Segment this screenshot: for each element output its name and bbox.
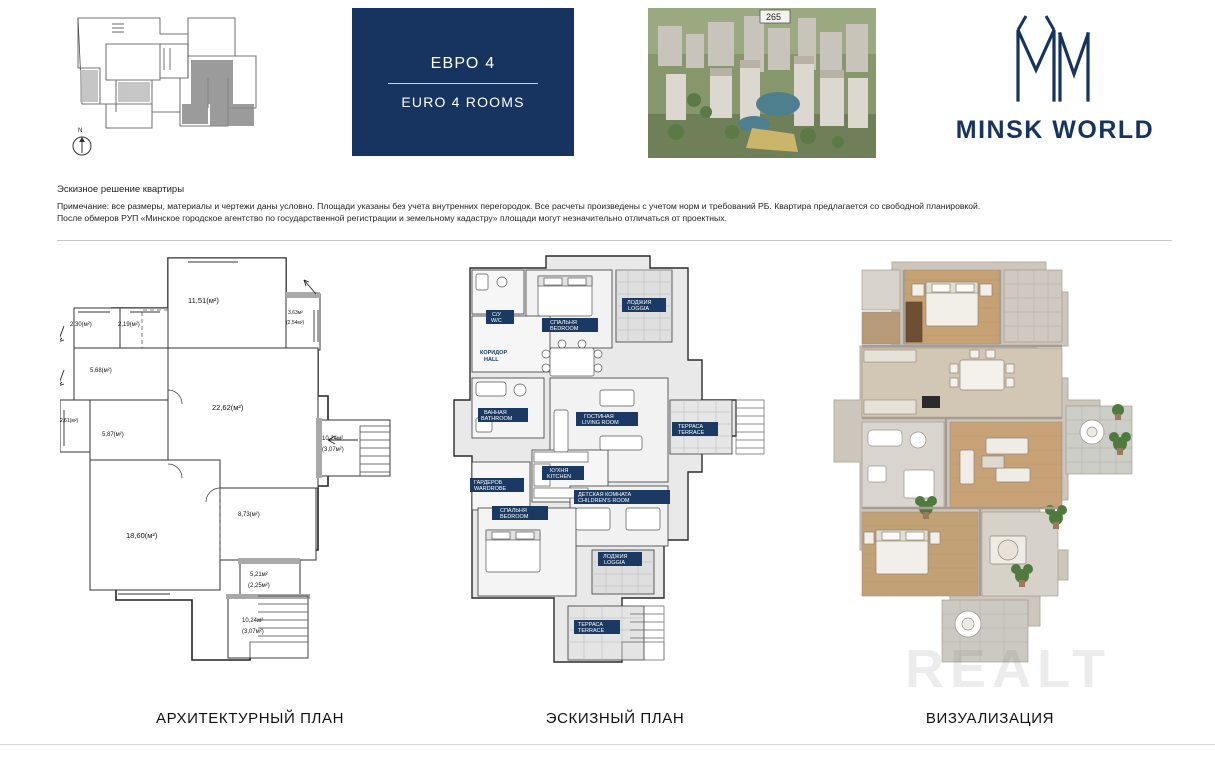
note-line-2: После обмеров РУП «Минское городское агентство по государственной регистрации и земельному кадастру» площади могут незначительно отличаться от проектных. <box>57 213 727 224</box>
arch-area: (2,25м²) <box>248 583 270 589</box>
caption-sketch: ЭСКИЗНЫЙ ПЛАН <box>545 710 685 727</box>
room-name-ru: С/У <box>492 312 501 318</box>
room-name-en: BEDROOM <box>500 514 529 520</box>
arch-area: 5,21м² <box>250 572 268 578</box>
arch-area: 22,62(м²) <box>212 403 244 412</box>
note-line-1: Примечание: все размеры, материалы и чертежи даны условно. Площади указаны без учета внутренних перегородок. Все расчеты произведены с учетом норм и требований РБ. Квартира предлагается со свободной планировкой. <box>57 201 981 211</box>
room-name-en: WARDROBE <box>474 486 507 492</box>
room-name-en: TERRACE <box>578 628 605 634</box>
title-ru: ЕВРО 4 <box>430 54 496 72</box>
brand-logo <box>940 10 1170 158</box>
arch-area: 2,19(м²) <box>118 322 140 328</box>
room-name-en: LOGGIA <box>604 560 626 566</box>
sketch-plan <box>450 250 780 690</box>
room-name-en: BATHROOM <box>481 416 513 422</box>
caption-architectural: АРХИТЕКТУРНЫЙ ПЛАН <box>155 710 345 727</box>
key-plan-thumbnail <box>60 8 280 158</box>
arch-area: 5,68(м²) <box>90 368 112 374</box>
room-name-ru: ГАРДЕРОБ <box>474 480 503 486</box>
room-name-ru: КУХНЯ <box>550 468 569 474</box>
north-label: N <box>78 128 83 134</box>
room-name-en: LIVING ROOM <box>582 420 619 426</box>
room-name-ru: ЛОДЖИЯ <box>603 554 628 560</box>
arch-area: 3,63м² <box>288 310 303 316</box>
title-divider <box>388 83 538 84</box>
arch-area: (3,07м²) <box>242 629 264 635</box>
caption-visualization: ВИЗУАЛИЗАЦИЯ <box>925 710 1055 727</box>
footer-divider <box>0 744 1215 745</box>
room-name-ru: КОРИДОР <box>480 350 508 356</box>
watermark: REALT <box>905 639 1111 699</box>
brand-name: MINSK WORLD <box>955 116 1155 144</box>
room-name-ru: СПАЛЬНЯ <box>500 508 527 514</box>
aerial-photo <box>648 8 876 158</box>
room-name-ru: ЛОДЖИЯ <box>627 300 652 306</box>
architectural-plan <box>60 250 440 690</box>
room-name-ru: СПАЛЬНЯ <box>550 320 577 326</box>
visualization-3d <box>800 250 1180 690</box>
room-name-en: HALL <box>484 357 499 363</box>
arch-area: 2,30(м²) <box>70 322 92 328</box>
room-name-ru: ГОСТИНАЯ <box>584 414 614 420</box>
room-name-ru: ТЕРРАСА <box>578 622 604 628</box>
arch-area: (2,54м²) <box>286 320 305 326</box>
note-title: Эскизное решение квартиры <box>57 184 185 195</box>
note-block <box>57 184 1172 225</box>
arch-area: 2,61(м²) <box>60 418 79 424</box>
arch-area: 5,87(м²) <box>102 432 124 438</box>
arch-area: 10,24м² <box>242 618 264 624</box>
title-en: EURO 4 ROOMS <box>401 93 525 110</box>
arch-area: 18,60(м²) <box>126 531 158 540</box>
arch-area: 10,24м² <box>322 436 344 442</box>
document-header <box>0 0 1215 172</box>
arch-area: 8,73(м²) <box>238 512 260 518</box>
arch-area: 11,51(м²) <box>188 296 219 305</box>
room-name-en: KITCHEN <box>547 474 572 480</box>
room-name-en: W/C <box>491 318 502 324</box>
logo-mark-icon <box>1012 12 1100 104</box>
room-name-en: LOGGIA <box>628 306 650 312</box>
room-name-ru: ДЕТСКАЯ КОМНАТА <box>578 492 632 498</box>
aerial-marker-label: 265 <box>766 12 782 22</box>
room-name-ru: ТЕРРАСА <box>678 424 704 430</box>
room-name-ru: ВАННАЯ <box>484 410 507 416</box>
room-name-en: TERRACE <box>678 430 705 436</box>
room-name-en: CHILDREN'S ROOM <box>578 498 630 504</box>
title-box <box>352 8 574 156</box>
arch-area: (3,07м²) <box>322 447 344 453</box>
room-name-en: BEDROOM <box>550 326 579 332</box>
header-divider <box>57 240 1172 241</box>
